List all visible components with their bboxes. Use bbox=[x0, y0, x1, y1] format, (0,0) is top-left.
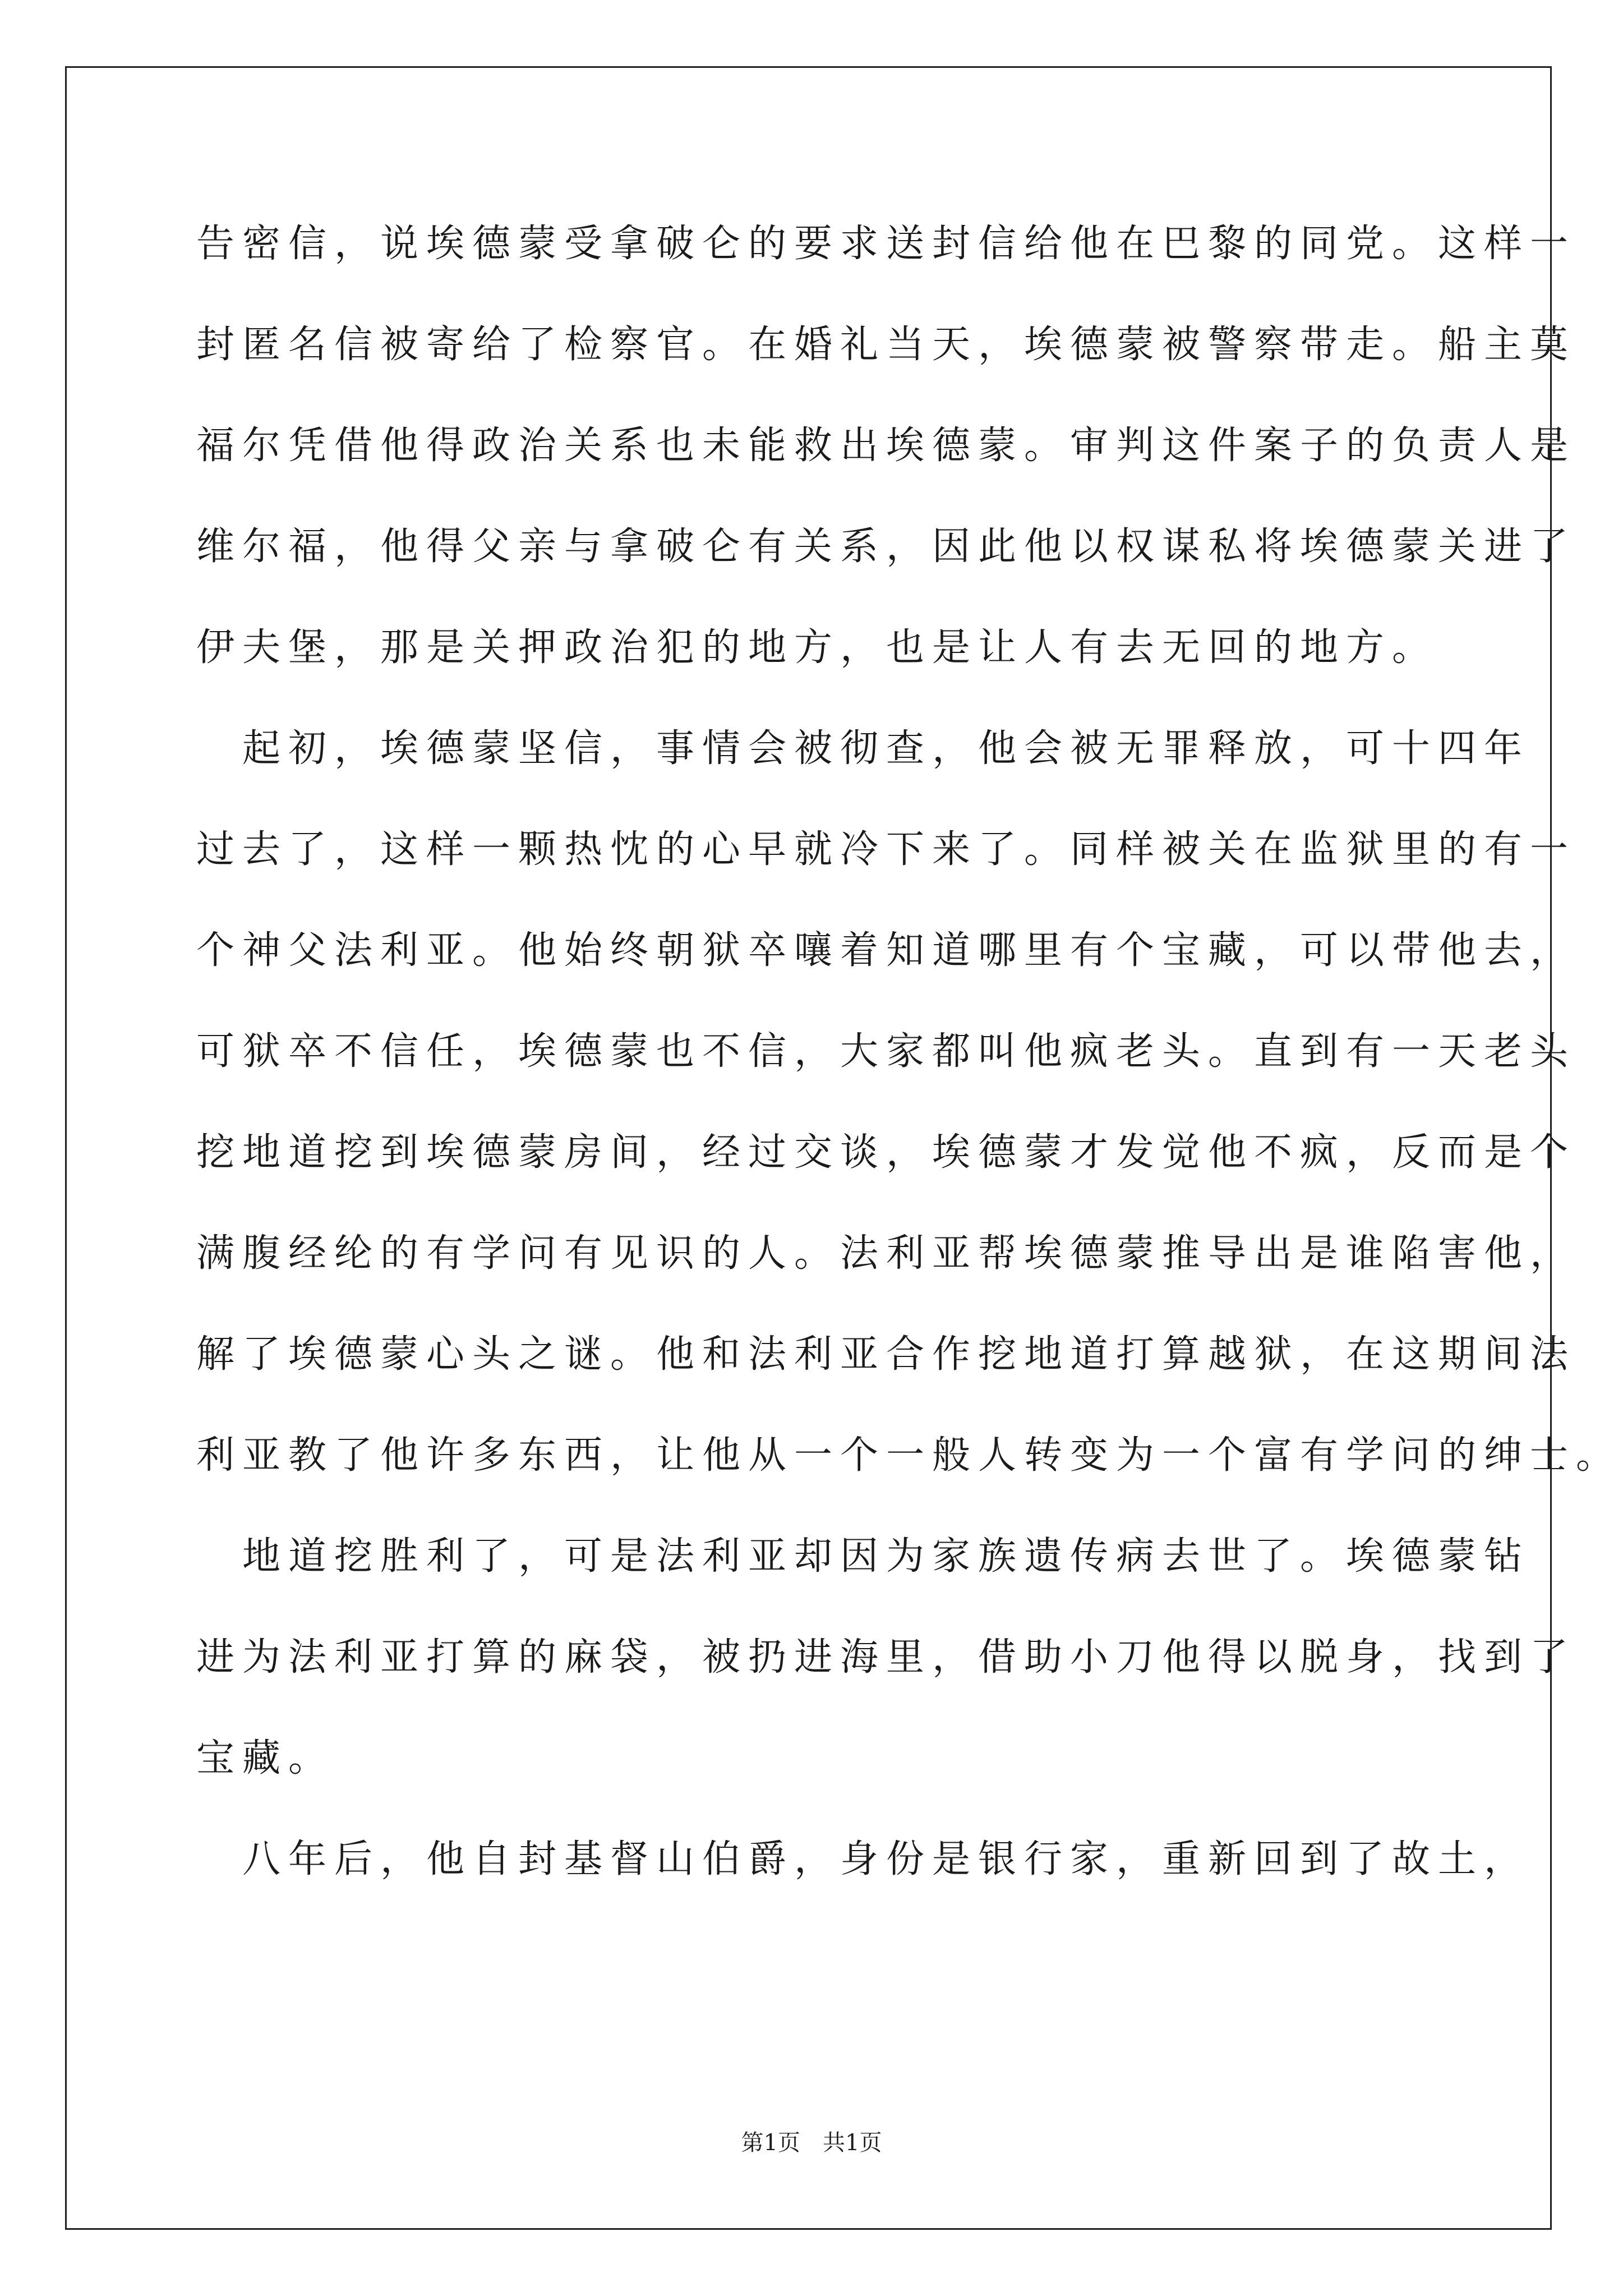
text-line: 福尔凭借他得政治关系也未能救出埃德蒙。审判这件案子的负责人是 bbox=[196, 424, 1576, 468]
text-line: 个神父法利亚。他始终朝狱卒嚷着知道哪里有个宝藏，可以带他去， bbox=[196, 928, 1576, 973]
text-line: 可狱卒不信任，埃德蒙也不信，大家都叫他疯老头。直到有一天老头 bbox=[196, 1029, 1576, 1074]
text-line: 封匿名信被寄给了检察官。在婚礼当天，埃德蒙被警察带走。船主莫 bbox=[196, 323, 1576, 367]
text-line: 宝藏。 bbox=[196, 1736, 335, 1780]
text-line: 满腹经纶的有学问有见识的人。法利亚帮埃德蒙推导出是谁陷害他， bbox=[196, 1231, 1576, 1276]
text-line: 挖地道挖到埃德蒙房间，经过交谈，埃德蒙才发觉他不疯，反而是个 bbox=[196, 1130, 1576, 1175]
text-line: 利亚教了他许多东西，让他从一个一般人转变为一个富有学问的绅士。 bbox=[196, 1433, 1622, 1478]
document-body bbox=[196, 194, 1622, 1910]
text-line: 起初，埃德蒙坚信，事情会被彻查，他会被无罪释放，可十四年 bbox=[196, 726, 1530, 771]
page-footer: 第1页 共1页 bbox=[741, 2130, 882, 2156]
text-line: 地道挖胜利了，可是法利亚却因为家族遗传病去世了。埃德蒙钻 bbox=[196, 1534, 1530, 1579]
text-line: 进为法利亚打算的麻袋，被扔进海里，借助小刀他得以脱身，找到了 bbox=[196, 1635, 1576, 1680]
text-line: 八年后，他自封基督山伯爵，身份是银行家，重新回到了故土， bbox=[196, 1837, 1530, 1881]
text-line: 维尔福，他得父亲与拿破仑有关系，因此他以权谋私将埃德蒙关进了 bbox=[196, 524, 1576, 569]
text-line: 过去了，这样一颗热忱的心早就冷下来了。同样被关在监狱里的有一 bbox=[196, 827, 1576, 872]
text-line: 解了埃德蒙心头之谜。他和法利亚合作挖地道打算越狱，在这期间法 bbox=[196, 1332, 1576, 1377]
text-line: 伊夫堡，那是关押政治犯的地方，也是让人有去无回的地方。 bbox=[196, 625, 1438, 670]
text-line: 告密信，说埃德蒙受拿破仑的要求送封信给他在巴黎的同党。这样一 bbox=[196, 222, 1576, 266]
